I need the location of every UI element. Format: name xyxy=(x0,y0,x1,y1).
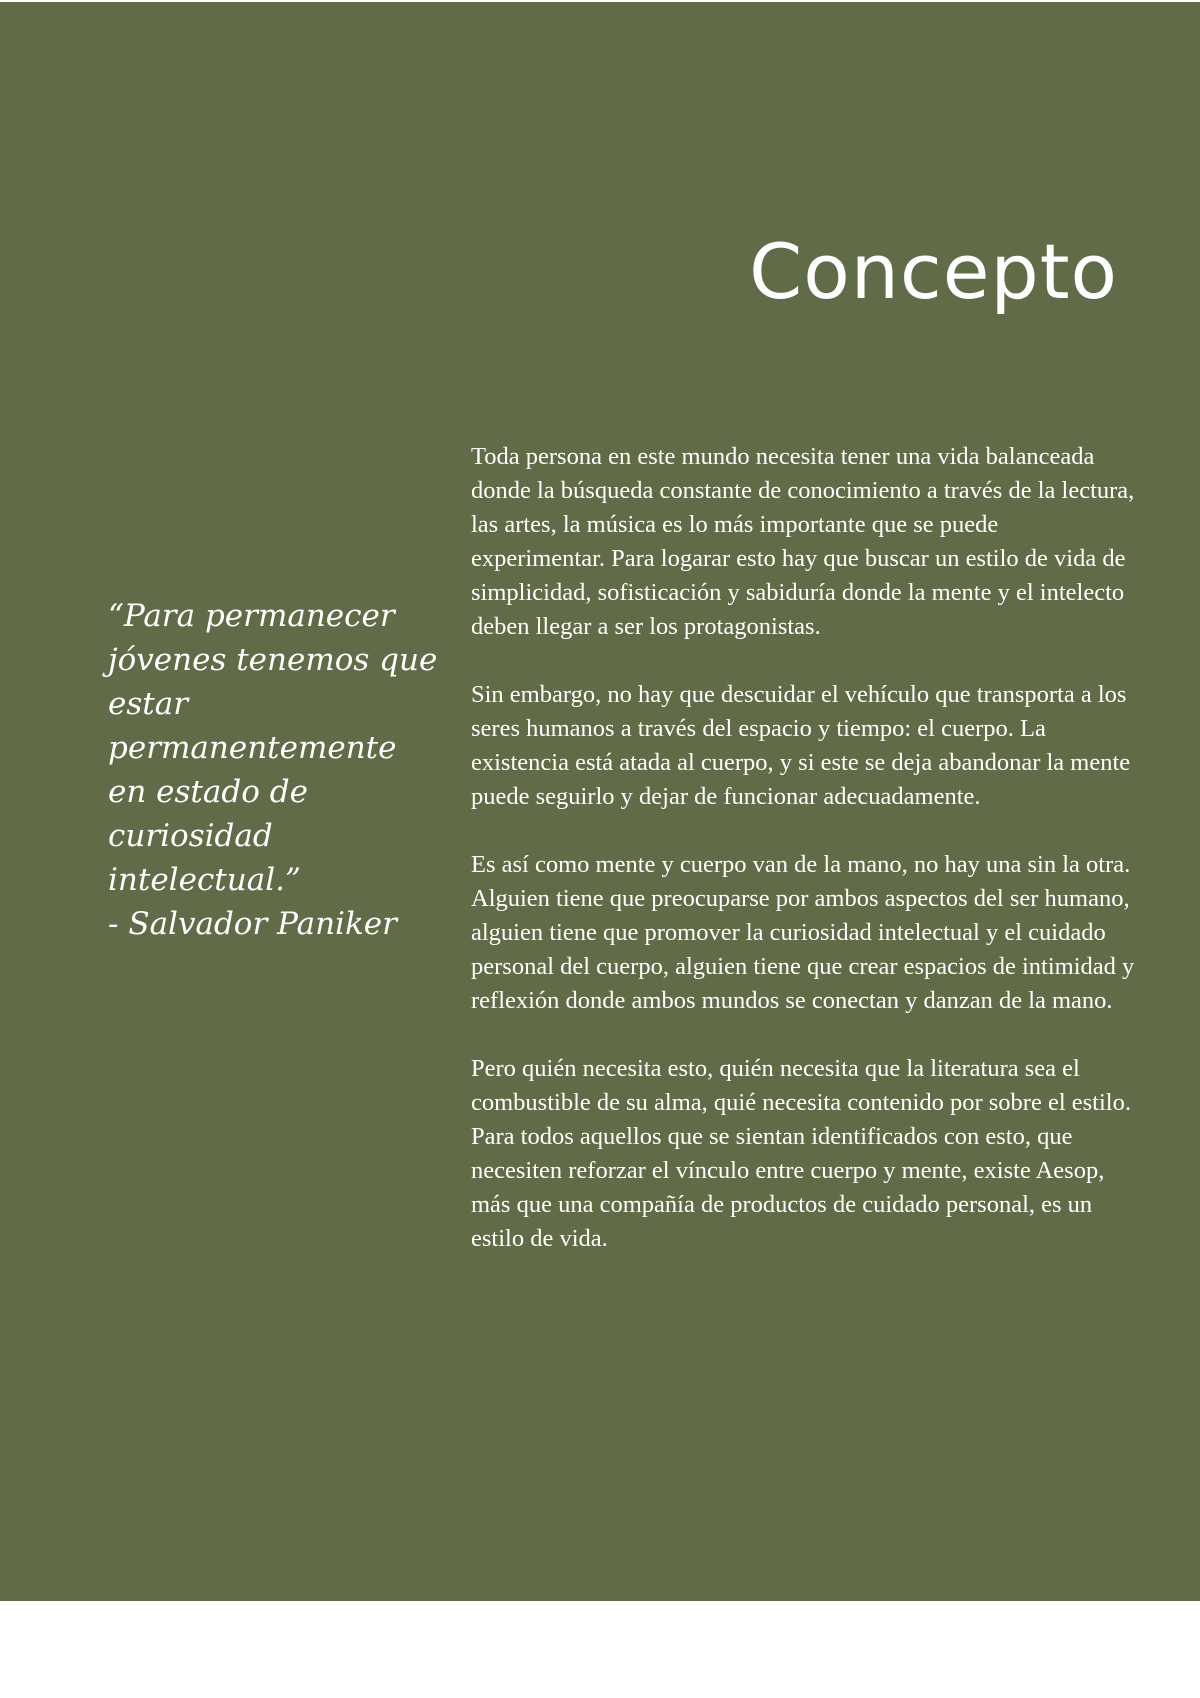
quote-line: “Para permanecer xyxy=(108,598,395,634)
body-paragraph: Pero quién necesita esto, quién necesita que la literatura sea el combustible de su alma, quié necesita contenido por sobre el estilo. Para todos aquellos que se sientan identificados con esto, que necesiten reforzar el vínculo entre cuerpo y mente, existe Aesop, más que una compañía de productos de cuidado personal, es un estilo de vida. xyxy=(471,1055,1131,1252)
quote-line: intelectual.” xyxy=(108,862,301,898)
body-text-column xyxy=(471,440,1136,1290)
pull-quote xyxy=(108,594,453,946)
body-paragraph: Es así como mente y cuerpo van de la mano, no hay una sin la otra. Alguien tiene que preocuparse por ambos aspectos del ser humano, alguien tiene que promover la curiosidad intelectual y el cuidado personal del cuerpo, alguien tiene que crear espacios de intimidad y reflexión donde ambos mundos se conectan y danzan de la mano. xyxy=(471,851,1135,1014)
quote-attribution: - Salvador Paniker xyxy=(108,906,397,942)
quote-line: jóvenes tenemos que xyxy=(108,642,438,678)
green-background-panel xyxy=(0,2,1200,1601)
quote-line: en estado de curiosidad xyxy=(108,774,308,854)
page-title: Concepto xyxy=(749,227,1118,316)
quote-line: estar permanentemente xyxy=(108,686,397,766)
body-paragraph: Sin embargo, no hay que descuidar el vehículo que transporta a los seres humanos a través del espacio y tiempo: el cuerpo. La existencia está atada al cuerpo, y si este se deja abandonar la mente puede seguirlo y dejar de funcionar adecuadamente. xyxy=(471,681,1131,810)
body-paragraph: Toda persona en este mundo necesita tener una vida balanceada donde la búsqueda constante de conocimiento a través de la lectura, las artes, la música es lo más importante que se puede experimentar. Para logarar esto hay que buscar un estilo de vida de simplicidad, sofisticación y sabiduría donde la mente y el intelecto deben llegar a ser los protagonistas. xyxy=(471,443,1135,640)
